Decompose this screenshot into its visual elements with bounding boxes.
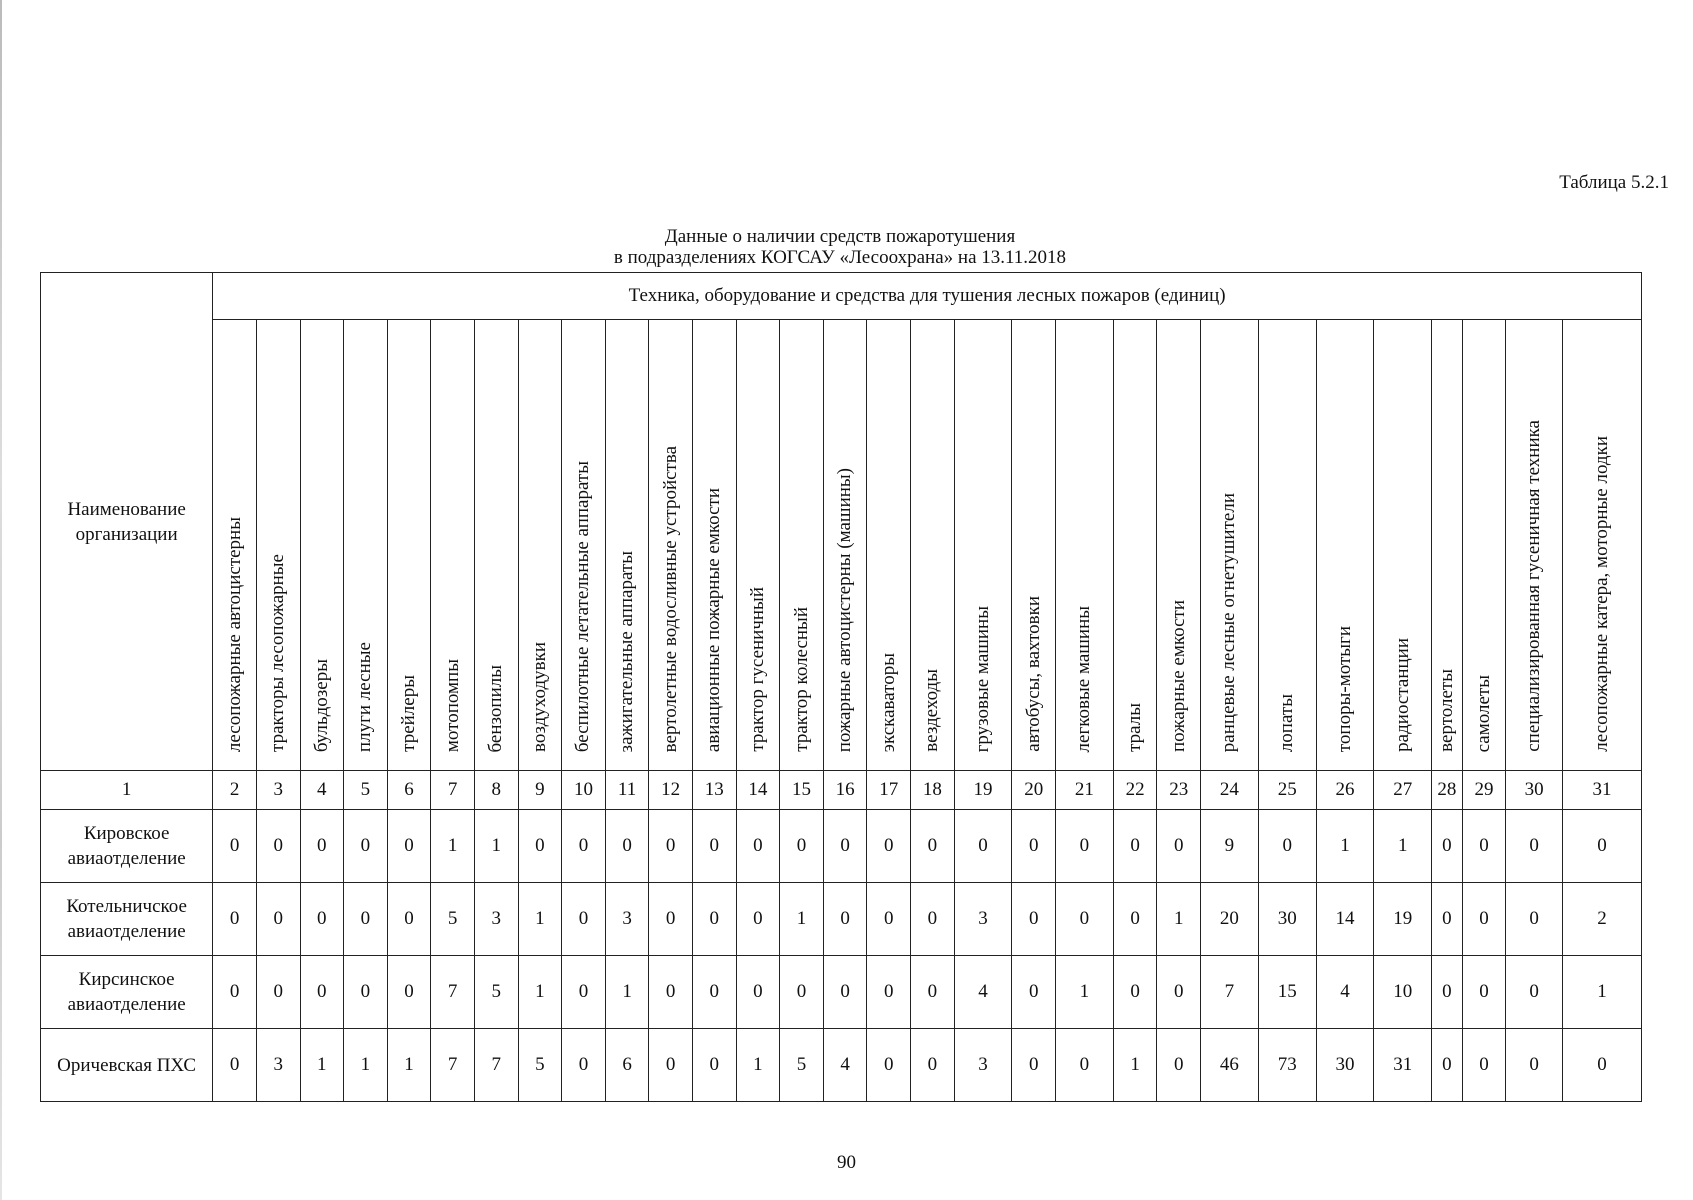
value-cell: 0 <box>213 883 257 956</box>
column-header-12 <box>649 320 693 771</box>
column-header-label: тралы <box>1124 703 1146 752</box>
value-cell: 0 <box>692 1029 736 1102</box>
value-cell: 0 <box>1157 810 1201 883</box>
value-cell: 3 <box>256 1029 300 1102</box>
value-cell: 0 <box>1432 1029 1463 1102</box>
value-cell: 20 <box>1201 883 1259 956</box>
value-cell: 0 <box>605 810 649 883</box>
column-header-label: топоры-мотыги <box>1334 625 1356 752</box>
column-header-17 <box>867 320 911 771</box>
value-cell: 0 <box>1506 883 1563 956</box>
column-header-15 <box>780 320 824 771</box>
value-cell: 5 <box>474 956 518 1029</box>
value-cell: 0 <box>300 810 344 883</box>
value-cell: 0 <box>213 956 257 1029</box>
column-header-9 <box>518 320 562 771</box>
table-row <box>41 883 1642 956</box>
value-cell: 0 <box>518 810 562 883</box>
value-cell: 7 <box>431 1029 475 1102</box>
value-cell: 0 <box>300 956 344 1029</box>
value-cell: 4 <box>1316 956 1374 1029</box>
value-cell: 15 <box>1258 956 1316 1029</box>
column-header-3 <box>256 320 300 771</box>
column-header-label: зажигательные аппараты <box>616 550 638 752</box>
value-cell: 0 <box>1562 1029 1641 1102</box>
value-cell: 1 <box>1113 1029 1157 1102</box>
value-cell: 4 <box>823 1029 867 1102</box>
value-cell: 31 <box>1374 1029 1432 1102</box>
value-cell: 0 <box>1113 883 1157 956</box>
column-header-label: специализированная гусеничная техника <box>1523 420 1545 752</box>
value-cell: 4 <box>954 956 1012 1029</box>
value-cell: 0 <box>1432 810 1463 883</box>
column-header-19 <box>954 320 1012 771</box>
value-cell: 0 <box>1157 956 1201 1029</box>
value-cell: 1 <box>1157 883 1201 956</box>
value-cell: 0 <box>1012 1029 1056 1102</box>
value-cell: 30 <box>1316 1029 1374 1102</box>
column-header-label: лесопожарные автоцистерны <box>223 516 245 752</box>
column-number: 28 <box>1432 771 1463 810</box>
column-number: 14 <box>736 771 780 810</box>
column-header-5 <box>344 320 388 771</box>
column-number: 19 <box>954 771 1012 810</box>
value-cell: 10 <box>1374 956 1432 1029</box>
table-label: Таблица 5.2.1 <box>1559 172 1669 193</box>
column-header-18 <box>911 320 955 771</box>
fire-equipment-table <box>40 272 1642 1102</box>
scan-edge <box>0 0 2 1200</box>
column-header-label: экскаваторы <box>877 652 899 752</box>
value-cell: 0 <box>780 956 824 1029</box>
value-cell: 0 <box>911 883 955 956</box>
value-cell: 0 <box>1113 810 1157 883</box>
column-header-16 <box>823 320 867 771</box>
value-cell: 1 <box>736 1029 780 1102</box>
value-cell: 0 <box>736 956 780 1029</box>
value-cell: 0 <box>1157 1029 1201 1102</box>
value-cell: 7 <box>431 956 475 1029</box>
column-header-label: трактор гусеничный <box>746 587 768 752</box>
column-header-4 <box>300 320 344 771</box>
value-cell: 0 <box>867 956 911 1029</box>
column-number-row <box>41 771 1642 810</box>
value-cell: 1 <box>605 956 649 1029</box>
value-cell: 0 <box>1432 956 1463 1029</box>
column-header-label: плуги лесные <box>354 641 376 752</box>
column-number: 5 <box>344 771 388 810</box>
value-cell: 0 <box>562 883 606 956</box>
value-cell: 0 <box>823 810 867 883</box>
column-header-label: беспилотные летательные аппараты <box>572 460 594 752</box>
value-cell: 0 <box>1258 810 1316 883</box>
value-cell: 0 <box>1506 810 1563 883</box>
column-header-26 <box>1316 320 1374 771</box>
value-cell: 0 <box>1462 883 1506 956</box>
column-header-label: радиостанции <box>1391 638 1413 752</box>
value-cell: 0 <box>213 810 257 883</box>
value-cell: 0 <box>692 883 736 956</box>
value-cell: 0 <box>256 956 300 1029</box>
value-cell: 0 <box>649 883 693 956</box>
value-cell: 0 <box>1506 1029 1563 1102</box>
org-name-cell: Кировское авиаотделение <box>41 810 213 883</box>
value-cell: 1 <box>1374 810 1432 883</box>
value-cell: 0 <box>300 883 344 956</box>
value-cell: 0 <box>736 810 780 883</box>
column-header-label: легковые машины <box>1073 605 1095 752</box>
title-line-1: Данные о наличии средств пожаротушения <box>664 226 1016 247</box>
column-header-23 <box>1157 320 1201 771</box>
value-cell: 0 <box>1462 810 1506 883</box>
value-cell: 19 <box>1374 883 1432 956</box>
column-header-24 <box>1201 320 1259 771</box>
column-header-14 <box>736 320 780 771</box>
column-number: 3 <box>256 771 300 810</box>
column-header-11 <box>605 320 649 771</box>
column-number: 25 <box>1258 771 1316 810</box>
column-header-label: тракторы лесопожарные <box>267 554 289 752</box>
column-header-label: воздуходувки <box>528 642 550 752</box>
value-cell: 0 <box>1562 810 1641 883</box>
value-cell: 0 <box>1056 1029 1114 1102</box>
value-cell: 0 <box>867 1029 911 1102</box>
column-number: 17 <box>867 771 911 810</box>
value-cell: 0 <box>344 810 388 883</box>
column-header-22 <box>1113 320 1157 771</box>
value-cell: 1 <box>431 810 475 883</box>
value-cell: 0 <box>867 883 911 956</box>
value-cell: 0 <box>1462 956 1506 1029</box>
column-header-label: бензопилы <box>485 664 507 752</box>
column-header-label: мотопомпы <box>441 658 463 752</box>
value-cell: 0 <box>1506 956 1563 1029</box>
value-cell: 0 <box>1056 883 1114 956</box>
value-cell: 30 <box>1258 883 1316 956</box>
value-cell: 5 <box>518 1029 562 1102</box>
table-row <box>41 956 1642 1029</box>
value-cell: 0 <box>692 810 736 883</box>
column-header-label: автобусы, вахтовки <box>1022 596 1044 752</box>
value-cell: 0 <box>1113 956 1157 1029</box>
column-header-27 <box>1374 320 1432 771</box>
value-cell: 0 <box>344 956 388 1029</box>
column-header-label: бульдозеры <box>310 658 332 752</box>
value-cell: 1 <box>387 1029 431 1102</box>
value-cell: 1 <box>1562 956 1641 1029</box>
value-cell: 3 <box>474 883 518 956</box>
column-number: 23 <box>1157 771 1201 810</box>
column-number: 16 <box>823 771 867 810</box>
column-number: 4 <box>300 771 344 810</box>
group-header-row <box>41 273 1642 320</box>
value-cell: 0 <box>387 883 431 956</box>
value-cell: 0 <box>649 956 693 1029</box>
value-cell: 73 <box>1258 1029 1316 1102</box>
column-header-label: лесопожарные катера, моторные лодки <box>1591 436 1613 752</box>
title-line-2: в подразделениях КОГСАУ «Лесоохрана» на 13.11.2018 <box>613 247 1067 268</box>
column-number: 2 <box>213 771 257 810</box>
column-header-label: ранцевые лесные огнетушители <box>1218 492 1240 752</box>
column-header-label: лопаты <box>1276 693 1298 752</box>
column-number: 20 <box>1012 771 1056 810</box>
value-cell: 0 <box>562 1029 606 1102</box>
column-header-10 <box>562 320 606 771</box>
value-cell: 0 <box>256 883 300 956</box>
column-header-30 <box>1506 320 1563 771</box>
value-cell: 0 <box>692 956 736 1029</box>
column-header-25 <box>1258 320 1316 771</box>
column-header-label: вездеходы <box>921 669 943 752</box>
value-cell: 3 <box>954 883 1012 956</box>
value-cell: 1 <box>300 1029 344 1102</box>
column-header-2 <box>213 320 257 771</box>
value-cell: 0 <box>1432 883 1463 956</box>
column-number: 10 <box>562 771 606 810</box>
column-number: 29 <box>1462 771 1506 810</box>
value-cell: 0 <box>780 810 824 883</box>
value-cell: 1 <box>344 1029 388 1102</box>
value-cell: 0 <box>562 810 606 883</box>
column-header-6 <box>387 320 431 771</box>
value-cell: 0 <box>1012 883 1056 956</box>
column-header-7 <box>431 320 475 771</box>
value-cell: 1 <box>780 883 824 956</box>
column-header-21 <box>1056 320 1114 771</box>
table-row <box>41 810 1642 883</box>
value-cell: 3 <box>605 883 649 956</box>
value-cell: 7 <box>1201 956 1259 1029</box>
value-cell: 0 <box>736 883 780 956</box>
column-header-label: трейлеры <box>398 675 420 752</box>
document-title <box>580 226 1100 268</box>
column-header-label: пожарные автоцистерны (машины) <box>834 467 856 752</box>
value-cell: 0 <box>911 956 955 1029</box>
value-cell: 1 <box>518 883 562 956</box>
value-cell: 3 <box>954 1029 1012 1102</box>
column-header-13 <box>692 320 736 771</box>
value-cell: 0 <box>1056 810 1114 883</box>
column-number: 24 <box>1201 771 1259 810</box>
org-header: Наименование организации <box>41 273 213 771</box>
value-cell: 0 <box>1012 810 1056 883</box>
column-number: 18 <box>911 771 955 810</box>
column-header-8 <box>474 320 518 771</box>
value-cell: 0 <box>1012 956 1056 1029</box>
column-number: 12 <box>649 771 693 810</box>
column-number: 8 <box>474 771 518 810</box>
value-cell: 46 <box>1201 1029 1259 1102</box>
column-number: 27 <box>1374 771 1432 810</box>
column-number: 1 <box>41 771 213 810</box>
column-header-29 <box>1462 320 1506 771</box>
org-name-cell: Котельничское авиаотделение <box>41 883 213 956</box>
org-name-cell: Кирсинское авиаотделение <box>41 956 213 1029</box>
column-header-label: самолеты <box>1473 674 1495 752</box>
column-header-28 <box>1432 320 1463 771</box>
value-cell: 0 <box>387 956 431 1029</box>
column-header-row <box>41 320 1642 771</box>
column-number: 22 <box>1113 771 1157 810</box>
value-cell: 0 <box>387 810 431 883</box>
value-cell: 0 <box>954 810 1012 883</box>
value-cell: 0 <box>649 810 693 883</box>
org-name-cell: Оричевская ПХС <box>41 1029 213 1102</box>
column-number: 15 <box>780 771 824 810</box>
value-cell: 0 <box>823 883 867 956</box>
value-cell: 0 <box>649 1029 693 1102</box>
value-cell: 1 <box>1316 810 1374 883</box>
value-cell: 0 <box>823 956 867 1029</box>
group-header: Техника, оборудование и средства для тушения лесных пожаров (единиц) <box>213 273 1642 320</box>
value-cell: 1 <box>474 810 518 883</box>
column-header-label: вертолеты <box>1435 669 1457 752</box>
value-cell: 2 <box>1562 883 1641 956</box>
value-cell: 1 <box>518 956 562 1029</box>
value-cell: 0 <box>1462 1029 1506 1102</box>
value-cell: 9 <box>1201 810 1259 883</box>
value-cell: 5 <box>431 883 475 956</box>
table-row <box>41 1029 1642 1102</box>
column-header-label: трактор колесный <box>790 607 812 752</box>
column-number: 7 <box>431 771 475 810</box>
column-number: 26 <box>1316 771 1374 810</box>
column-number: 11 <box>605 771 649 810</box>
value-cell: 0 <box>256 810 300 883</box>
column-header-label: грузовые машины <box>972 605 994 752</box>
column-header-label: вертолетные водосливные устройства <box>659 445 681 752</box>
value-cell: 0 <box>562 956 606 1029</box>
column-number: 6 <box>387 771 431 810</box>
column-number: 21 <box>1056 771 1114 810</box>
value-cell: 0 <box>213 1029 257 1102</box>
value-cell: 0 <box>344 883 388 956</box>
column-number: 9 <box>518 771 562 810</box>
value-cell: 1 <box>1056 956 1114 1029</box>
column-number: 31 <box>1562 771 1641 810</box>
column-header-label: авиационные пожарные емкости <box>703 487 725 752</box>
value-cell: 0 <box>867 810 911 883</box>
value-cell: 6 <box>605 1029 649 1102</box>
value-cell: 0 <box>911 810 955 883</box>
column-header-20 <box>1012 320 1056 771</box>
value-cell: 0 <box>911 1029 955 1102</box>
column-number: 30 <box>1506 771 1563 810</box>
column-number: 13 <box>692 771 736 810</box>
value-cell: 7 <box>474 1029 518 1102</box>
column-header-31 <box>1562 320 1641 771</box>
value-cell: 14 <box>1316 883 1374 956</box>
value-cell: 5 <box>780 1029 824 1102</box>
column-header-label: пожарные емкости <box>1167 600 1189 752</box>
page-number: 90 <box>837 1152 856 1173</box>
